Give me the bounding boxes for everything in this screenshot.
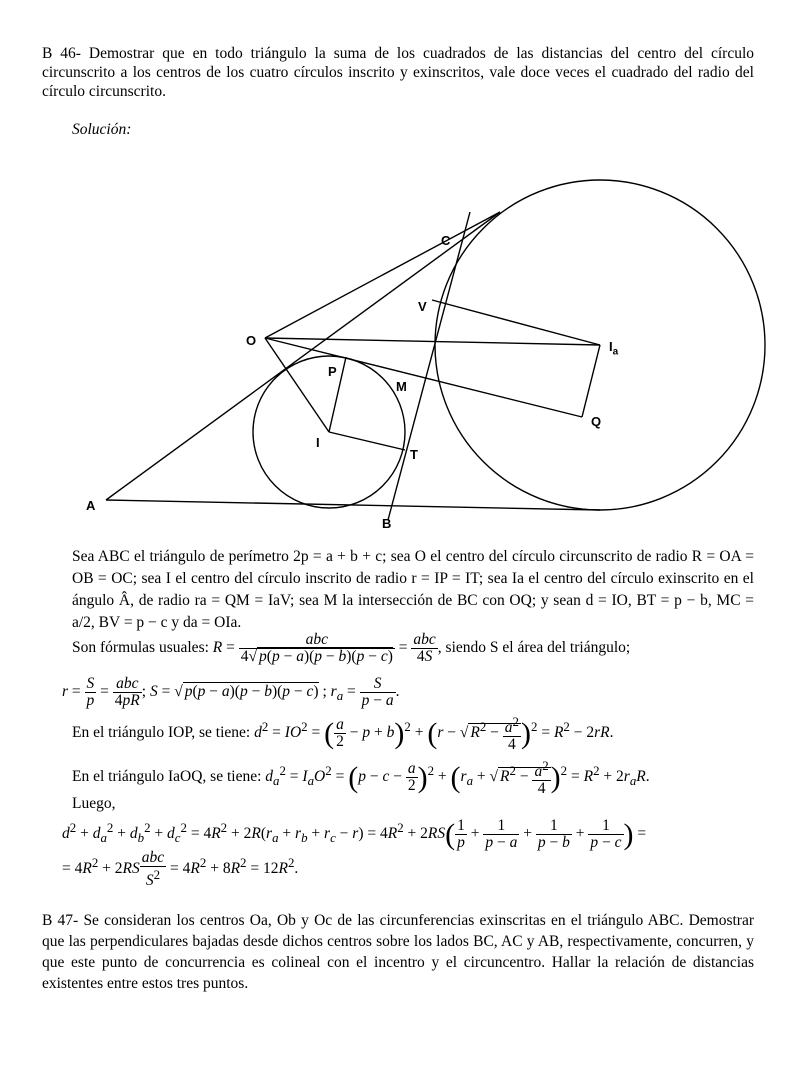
eq-result: = $4R^2 + 2RS$ abc $S^2$ = $4R^2 + 8R^2 = 12R^2$. [62,849,299,890]
eq-iaoq: En el triángulo IaOQ, se tiene: $d_a^2 = I_aO^2 = (p - c$ − $\frac{a}{2}$ )$^2 + (r_a$ + √ $R^2$ − $\frac{a^2}{4}$ )$^2 = R^2 + 2r_aR$. [72,758,650,798]
line-oq [265,338,582,417]
label-ia-sub: a [612,346,619,358]
label-m: M [396,379,407,394]
problem-number: B 46- [42,45,81,62]
luego: Luego, [72,795,116,812]
eq-iop: En el triángulo IOP, se tiene: $d^2 = IO^2$ = ( $\frac{a}{2}$ − p + b)$^2$ + (r − √ $R^2$ − $\frac{a^2}{4}$ )$^2 = R^2 - 2rR$. [72,714,614,754]
eq-sum: $d^2 + d_a^2 + d_b^2 + d_c^2 = 4R^2 + 2R(r_a + r_b + r_c - r) = 4R^2 + 2RS$( $\frac{1}{p}$ + $\frac{1}{p - a}$ + $\frac{1}{p - b}$ + $\frac{1}{p - c}$ ) = [62,817,647,852]
side-ab [106,500,600,510]
formula-r: r = $\frac{S}{p}$ = abc 4pR ; S = √ p(p − a)(p − b)(p − c) ; $r_a$ = $\frac{S}{p - a}$ . [62,675,400,709]
line-it [329,432,405,450]
paragraph-definitions: Sea ABC el triángulo de perímetro 2p = a + b + c; sea O el centro del círculo circunscrito de radio R = OA = OB = OC; sea I el centro del círculo inscrito de radio r = IP = IT; sea Ia el centro del círculo exinscrito en el ángulo Â, de radio ra = QM = IaV; sea M la intersección de BC con OQ; y sean d = IO, BT = p − b, MC = a/2, BV = p − c y da = OIa. [72,548,754,631]
label-i: I [316,435,320,450]
problem-statement: Demostrar que en todo triángulo la suma de los cuadrados de las distancias del centro del círculo circunscrito a los centros de los cuatro círculos inscrito y exinscritos, vale doce veces el cuadrado del radio del círculo circunscrito. [42,45,755,100]
line-iaq [582,345,600,417]
line-iav [432,300,600,345]
solution-label: Solución: [72,121,132,138]
label-ia [609,337,618,362]
problem-47 [42,910,754,994]
eq-iop-intro: En el triángulo IOP, se tiene: [72,724,251,742]
label-b: B [382,516,392,531]
problem-statement: Se consideran los centros Oa, Ob y Oc de las circunferencias exinscritas en el triángulo ABC. Demostrar que las perpendiculares bajadas desde dichos centros sobre los lados BC, AC y AB, respectivamente, concurren, y que este punto de concurrencia es colineal con el incentro y el circuncentro. Hallar la relación de distancias existentes entre estos tres puntos. [42,912,755,992]
problem-number: B 47- [42,912,79,929]
eq-iaoq-intro: En el triángulo IaOQ, se tiene: [72,768,262,786]
label-q: Q [591,414,602,429]
label-ia-main: I [609,339,613,354]
label-t: T [410,447,418,462]
label-v: V [418,299,427,314]
line-oc [265,212,500,338]
formulas-intro: Son fórmulas usuales: [72,639,209,657]
label-a: A [86,498,96,513]
line-oia [265,338,600,345]
side-bc [388,212,470,520]
label-o: O [246,333,257,348]
label-p: P [328,364,337,379]
formulas-tail: , siendo S el área del triángulo; [437,639,631,657]
label-c: C [441,233,451,248]
formulas-line: Son fórmulas usuales: R = abc 4√ p(p − a)(p − b)(p − c) = abc 4S , siendo S el área del triángulo; [72,631,631,665]
side-ac [106,212,500,500]
